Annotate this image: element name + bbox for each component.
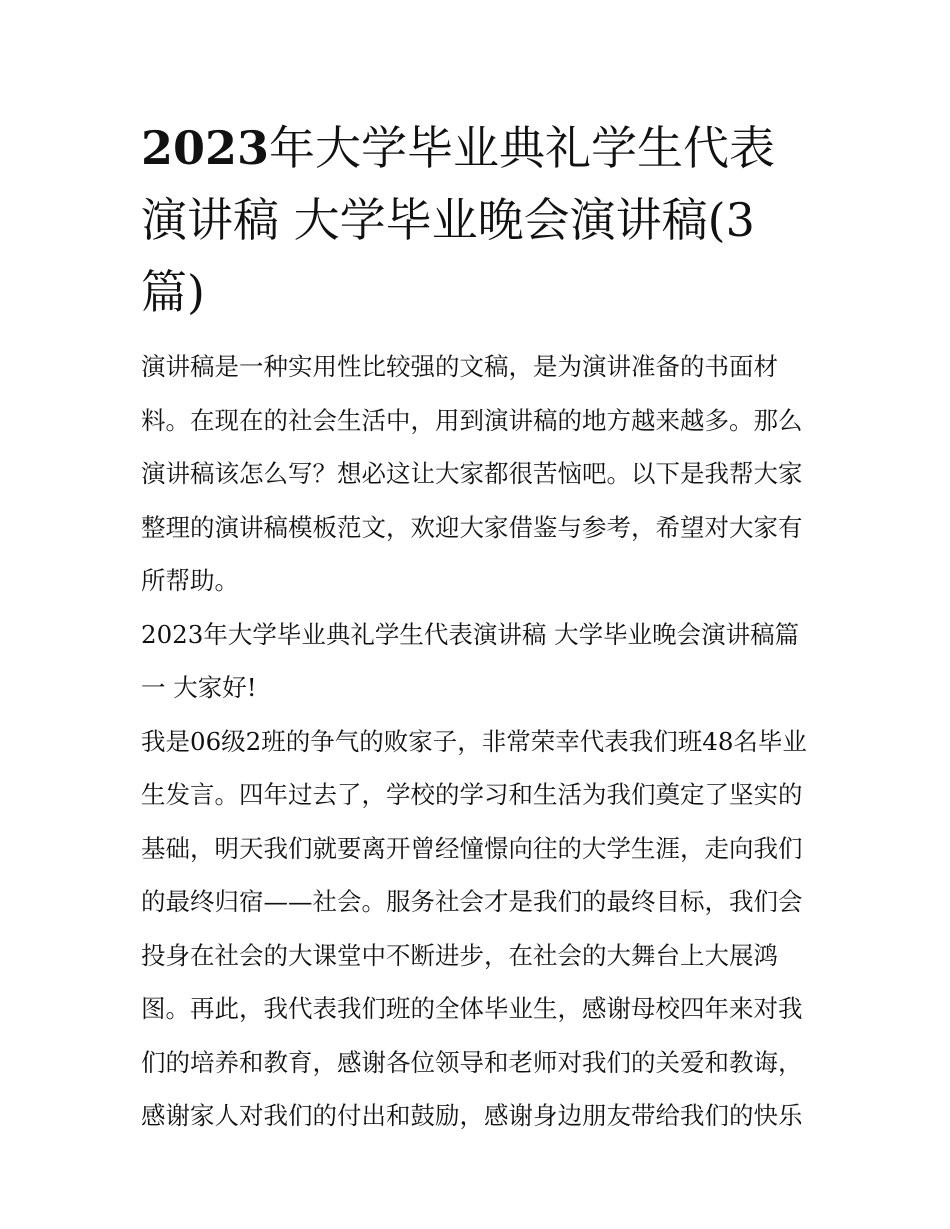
intro-paragraph: 演讲稿是一种实用性比较强的文稿，是为演讲准备的书面材料。在现在的社会生活中，用到演讲稿的地方越来越多。那么演讲稿该怎么写？想必这让大家都很苦恼吧。以下是我帮大家整理的演讲稿模板范文，欢迎大家借鉴与参考，希望对大家有所帮助。 xyxy=(141,352,803,595)
body-paragraph: 我是06级2班的争气的败家子，非常荣幸代表我们班48名毕业生发言。四年过去了，学校的学习和生活为我们奠定了坚实的基础，明天我们就要离开曾经憧憬向往的大学生涯，走向我们的最终归宿——社会。服务社会才是我们的最终目标，我们会投身在社会的大课堂中不断进步，在社会的大舞台上大展鸿图。再此，我代表我们班的全体毕业生，感谢母校四年来对我们的培养和教育，感谢各位领导和老师对我们的关爱和教诲，感谢家人对我们的付出和鼓励，感谢身边朋友带给我们的快乐 xyxy=(141,726,807,1130)
section-heading: 2023年大学毕业典礼学生代表演讲稿 大学毕业晚会演讲稿篇一 大家好! xyxy=(141,619,800,702)
title-text: 年大学毕业典礼学生代表演讲稿 大学毕业晚会演讲稿(3篇) xyxy=(141,121,776,319)
document-page xyxy=(141,112,813,1143)
document-title xyxy=(141,112,813,328)
title-year: 2023 xyxy=(141,121,270,175)
